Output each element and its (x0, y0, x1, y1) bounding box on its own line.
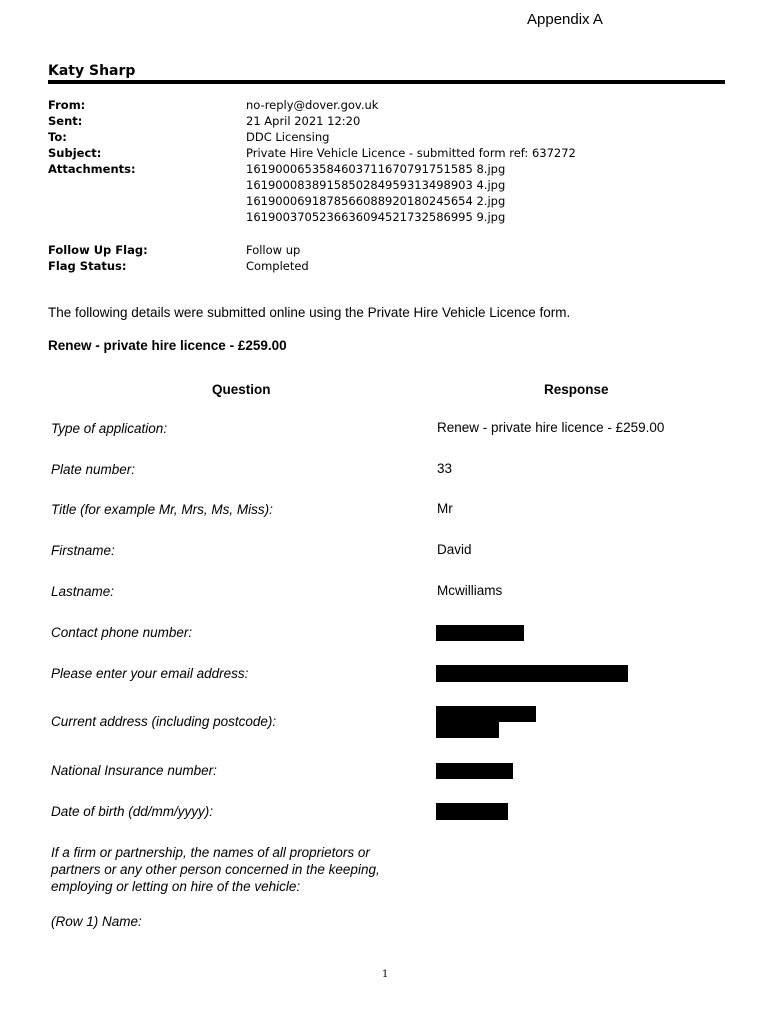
follow-up-flag-value: Follow up (246, 243, 301, 257)
redacted-address-line-2 (436, 722, 499, 738)
redacted-date-of-birth (436, 803, 508, 820)
question-current-address: Current address (including postcode): (51, 714, 277, 729)
redacted-ni-number (436, 763, 513, 779)
question-column-header: Question (212, 382, 271, 397)
redacted-email (436, 665, 628, 682)
subject-label: Subject: (48, 146, 102, 160)
sender-name: Katy Sharp (48, 63, 136, 79)
response-firstname: David (437, 542, 472, 557)
sent-label: Sent: (48, 114, 83, 128)
to-label: To: (48, 130, 67, 144)
from-value: no-reply@dover.gov.uk (246, 98, 379, 112)
question-row-1-name: (Row 1) Name: (51, 914, 142, 929)
redacted-address-line-1 (436, 706, 536, 722)
form-title: Renew - private hire licence - £259.00 (48, 338, 287, 353)
question-firstname: Firstname: (51, 543, 115, 558)
attachments-label: Attachments: (48, 162, 136, 176)
question-title: Title (for example Mr, Mrs, Ms, Miss): (51, 502, 273, 517)
from-label: From: (48, 98, 86, 112)
flag-status-value: Completed (246, 259, 309, 273)
question-plate-number: Plate number: (51, 462, 136, 477)
attachment-file[interactable]: 1619000838915850284959313498903 4.jpg (246, 178, 506, 192)
attachment-file[interactable]: 1619000691878566088920180245654 2.jpg (246, 194, 506, 208)
attachment-file[interactable]: 1619000653584603711670791751585 8.jpg (246, 162, 506, 176)
attachment-file[interactable]: 1619003705236636094521732586995 9.jpg (246, 210, 506, 224)
response-lastname: Mcwilliams (437, 583, 503, 598)
question-national-insurance: National Insurance number: (51, 763, 217, 778)
sent-value: 21 April 2021 12:20 (246, 114, 361, 128)
follow-up-flag-label: Follow Up Flag: (48, 243, 148, 257)
response-title: Mr (437, 501, 453, 516)
redacted-phone (436, 625, 524, 641)
response-plate-number: 33 (437, 461, 453, 476)
question-date-of-birth: Date of birth (dd/mm/yyyy): (51, 804, 214, 819)
page-number: 1 (382, 969, 389, 980)
question-lastname: Lastname: (51, 584, 115, 599)
flag-status-label: Flag Status: (48, 259, 127, 273)
question-contact-phone: Contact phone number: (51, 625, 193, 640)
question-firm-partnership: If a firm or partnership, the names of all proprietors or partners or any other person concerned in the keeping, employing or letting on hire of the vehicle: (51, 845, 380, 894)
subject-value: Private Hire Vehicle Licence - submitted form ref: 637272 (246, 146, 576, 160)
question-type-of-application: Type of application: (51, 421, 168, 436)
header-divider (48, 80, 725, 84)
response-type-of-application: Renew - private hire licence - £259.00 (437, 420, 665, 435)
question-email: Please enter your email address: (51, 666, 249, 681)
intro-text: The following details were submitted online using the Private Hire Vehicle Licence form. (48, 305, 571, 320)
response-column-header: Response (544, 382, 609, 397)
to-value: DDC Licensing (246, 130, 330, 144)
appendix-label: Appendix A (527, 11, 603, 28)
